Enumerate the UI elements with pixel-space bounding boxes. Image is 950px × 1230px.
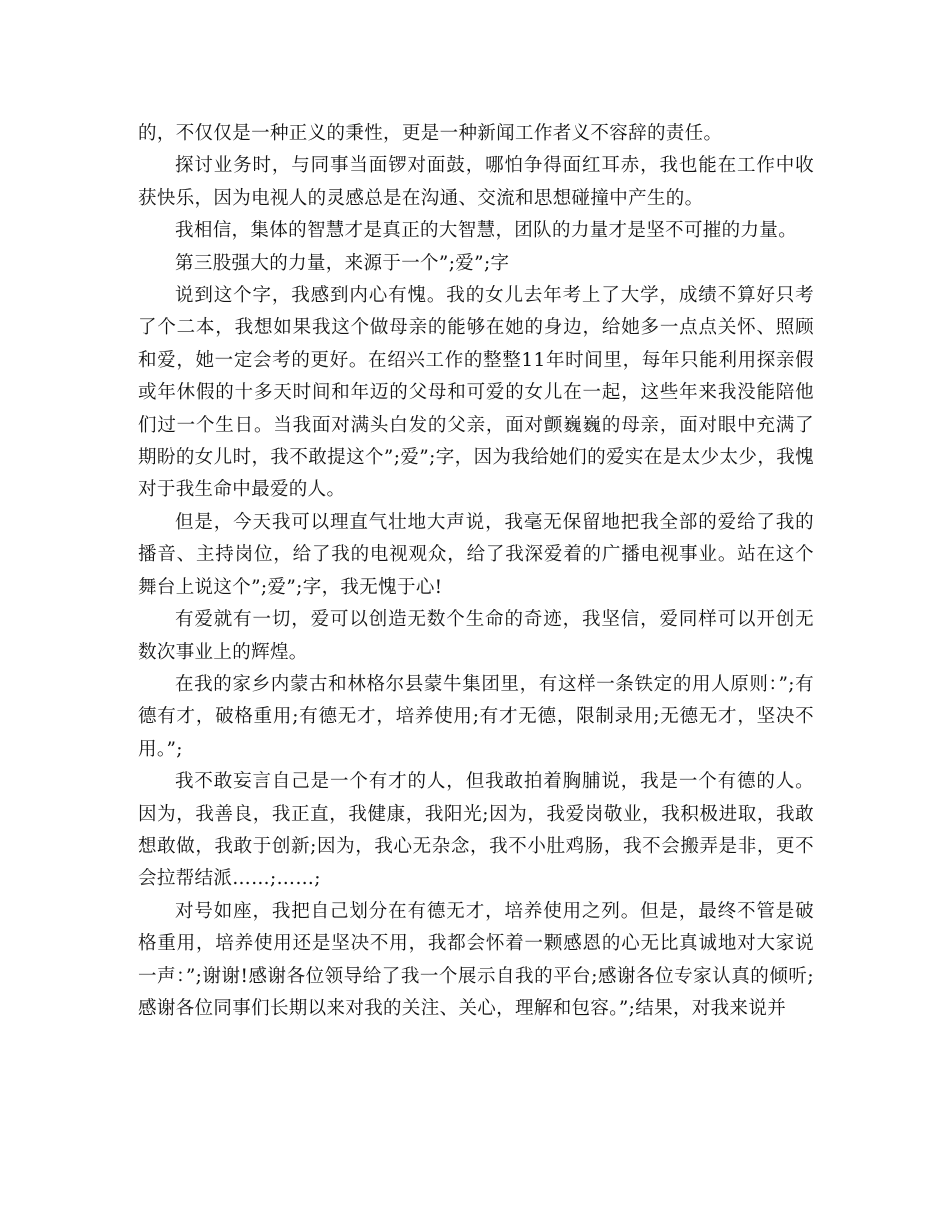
paragraph-10: 对号如座，我把自己划分在有德无才，培养使用之列。但是，最终不管是破格重用，培养使用还是坚决不用，我都会怀着一颗感恩的心无比真诚地对大家说一声：”;谢谢!感谢各位领导给了我一个展示自我的平台;感谢各位专家认真的倾听;感谢各位同事们长期以来对我的关注、关心，理解和包容。”;结果，对我来说并 <box>138 900 814 1019</box>
paragraph-9: 我不敢妄言自己是一个有才的人，但我敢拍着胸脯说，我是一个有德的人。因为，我善良，我正直，我健康，我阳光;因为，我爱岗敬业，我积极进取，我敢想敢做，我敢于创新;因为，我心无杂念，我不小肚鸡肠，我不会搬弄是非，更不会拉帮结派……;……; <box>138 771 814 890</box>
paragraph-1: 的，不仅仅是一种正义的秉性，更是一种新闻工作者义不容辞的责任。 <box>138 123 723 144</box>
paragraph-8: 在我的家乡内蒙古和林格尔县蒙牛集团里，有这样一条铁定的用人原则：”;有德有才，破格重用;有德无才，培养使用;有才无德，限制录用;无德无才，坚决不用。”; <box>138 673 814 760</box>
paragraph-4: 第三股强大的力量，来源于一个”;爱”;字 <box>175 252 510 274</box>
paragraph-7: 有爱就有一切，爱可以创造无数个生命的奇迹，我坚信，爱同样可以开创无数次事业上的辉煌。 <box>138 609 814 663</box>
document-body <box>138 118 814 1025</box>
paragraph-3: 我相信，集体的智慧才是真正的大智慧，团队的力量才是坚不可摧的力量。 <box>175 220 798 242</box>
paragraph-6: 但是，今天我可以理直气壮地大声说，我毫无保留地把我全部的爱给了我的播音、主持岗位，给了我的电视观众，给了我深爱着的广播电视事业。站在这个舞台上说这个”;爱”;字，我无愧于心! <box>138 511 814 598</box>
paragraph-5: 说到这个字，我感到内心有愧。我的女儿去年考上了大学，成绩不算好只考了个二本，我想如果我这个做母亲的能够在她的身边，给她多一点点关怀、照顾和爱，她一定会考的更好。在绍兴工作的整整11年时间里，每年只能利用探亲假或年休假的十多天时间和年迈的父母和可爱的女儿在一起，这些年来我没能陪他们过一个生日。当我面对满头白发的父亲，面对颤巍巍的母亲，面对眼中充满了期盼的女儿时，我不敢提这个”;爱”;字，因为我给她们的爱实在是太少太少，我愧对于我生命中最爱的人。 <box>138 285 814 501</box>
paragraph-2: 探讨业务时，与同事当面锣对面鼓，哪怕争得面红耳赤，我也能在工作中收获快乐，因为电视人的灵感总是在沟通、交流和思想碰撞中产生的。 <box>138 155 814 209</box>
